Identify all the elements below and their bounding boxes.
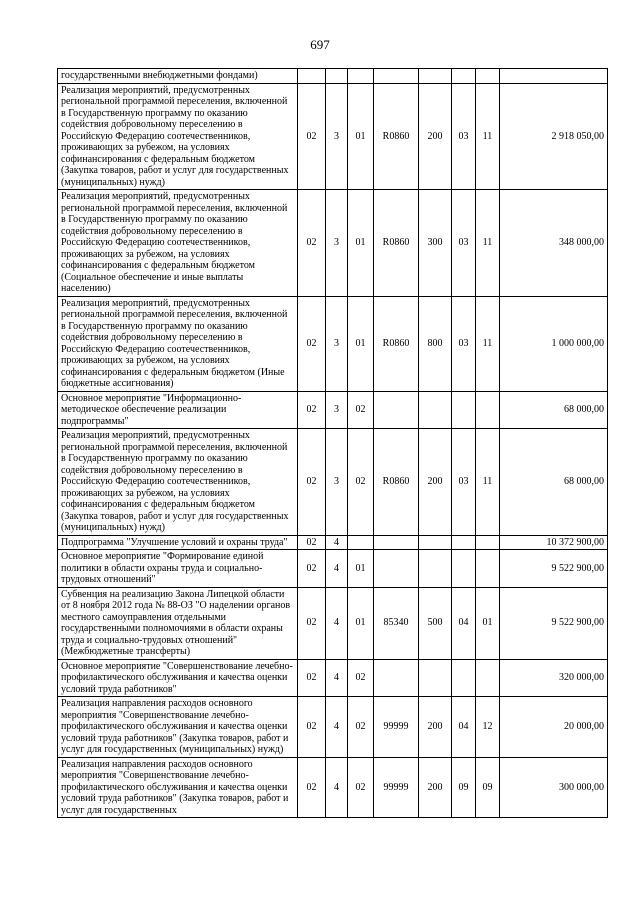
table-row	[58, 83, 608, 190]
subsection-code-cell: 01	[476, 587, 500, 659]
subsection-code-cell: 11	[476, 83, 500, 190]
expense-name-cell: Реализация направления расходов основного мероприятия "Совершенствование лечебно-профилактического обслуживания и качества оценки условий труда работников" (Закупка товаров, работ и услуг для государственных (муниципальных) нужд)	[58, 697, 298, 758]
amount-cell: 68 000,00	[500, 429, 608, 536]
section-code-cell: 04	[452, 697, 476, 758]
direction-code-cell: 85340	[374, 587, 419, 659]
subsection-code-cell	[476, 391, 500, 429]
expense-type-cell	[419, 69, 452, 84]
section-code-cell: 04	[452, 587, 476, 659]
section-code-cell	[452, 659, 476, 697]
section-code-cell: 03	[452, 296, 476, 391]
direction-code-cell: R0860	[374, 190, 419, 297]
section-code-cell: 09	[452, 757, 476, 818]
expense-name-cell: Субвенция на реализацию Закона Липецкой области от 8 ноября 2012 года № 88-ОЗ "О наделении органов местного самоуправления отдельными государственными полномочиями в области охраны труда и социально-трудовых отношений" (Межбюджетные трансферты)	[58, 587, 298, 659]
subprogram-code-cell: 4	[326, 757, 348, 818]
amount-cell: 10 372 900,00	[500, 535, 608, 550]
program-code-cell: 02	[298, 587, 326, 659]
amount-cell: 2 918 050,00	[500, 83, 608, 190]
section-code-cell: 03	[452, 190, 476, 297]
expense-type-cell: 200	[419, 429, 452, 536]
amount-cell	[500, 69, 608, 84]
expense-name-cell: Реализация направления расходов основного мероприятия "Совершенствование лечебно-профилактического обслуживания и качества оценки условий труда работников" (Закупка товаров, работ и услуг для государственных	[58, 757, 298, 818]
activity-code-cell: 02	[348, 697, 374, 758]
expense-name-cell: Основное мероприятие "Информационно-методическое обеспечение реализации подпрограммы"	[58, 391, 298, 429]
activity-code-cell: 02	[348, 757, 374, 818]
subprogram-code-cell: 3	[326, 296, 348, 391]
amount-cell: 348 000,00	[500, 190, 608, 297]
section-code-cell: 03	[452, 429, 476, 536]
subsection-code-cell: 11	[476, 296, 500, 391]
table-row	[58, 697, 608, 758]
direction-code-cell	[374, 550, 419, 588]
program-code-cell: 02	[298, 83, 326, 190]
subprogram-code-cell: 4	[326, 535, 348, 550]
direction-code-cell: 99999	[374, 697, 419, 758]
subprogram-code-cell: 4	[326, 587, 348, 659]
expense-type-cell	[419, 391, 452, 429]
amount-cell: 68 000,00	[500, 391, 608, 429]
table-row	[58, 391, 608, 429]
subprogram-code-cell: 4	[326, 659, 348, 697]
program-code-cell: 02	[298, 391, 326, 429]
section-code-cell: 03	[452, 83, 476, 190]
expense-type-cell: 200	[419, 83, 452, 190]
subsection-code-cell	[476, 535, 500, 550]
program-code-cell: 02	[298, 535, 326, 550]
expense-type-cell: 300	[419, 190, 452, 297]
direction-code-cell	[374, 535, 419, 550]
expense-type-cell	[419, 550, 452, 588]
subsection-code-cell: 11	[476, 190, 500, 297]
amount-cell: 1 000 000,00	[500, 296, 608, 391]
table-row	[58, 535, 608, 550]
expense-name-cell: Реализация мероприятий, предусмотренных региональной программой переселения, включенной в Государственную программу по оказанию содействия добровольному переселению в Российскую Федерацию соотечественников, проживающих за рубежом, на условиях софинансирования с федеральным бюджетом (Социальное обеспечение и иные выплаты населению)	[58, 190, 298, 297]
table-row	[58, 659, 608, 697]
section-code-cell	[452, 550, 476, 588]
activity-code-cell: 02	[348, 391, 374, 429]
activity-code-cell	[348, 535, 374, 550]
program-code-cell: 02	[298, 296, 326, 391]
expense-name-cell: Реализация мероприятий, предусмотренных региональной программой переселения, включенной в Государственную программу по оказанию содействия добровольному переселению в Российскую Федерацию соотечественников, проживающих за рубежом, на условиях софинансирования с федеральным бюджетом (Закупка товаров, работ и услуг для государственных (муниципальных) нужд)	[58, 429, 298, 536]
program-code-cell: 02	[298, 697, 326, 758]
expense-type-cell	[419, 535, 452, 550]
subprogram-code-cell: 4	[326, 697, 348, 758]
amount-cell: 9 522 900,00	[500, 550, 608, 588]
expense-name-cell: государственными внебюджетными фондами)	[58, 69, 298, 84]
table-body	[58, 69, 608, 818]
activity-code-cell: 01	[348, 587, 374, 659]
subsection-code-cell: 12	[476, 697, 500, 758]
subprogram-code-cell	[326, 69, 348, 84]
table-row	[58, 587, 608, 659]
direction-code-cell: 99999	[374, 757, 419, 818]
expense-type-cell: 200	[419, 697, 452, 758]
table-row	[58, 429, 608, 536]
program-code-cell	[298, 69, 326, 84]
page-number: 697	[310, 37, 330, 52]
expense-name-cell: Реализация мероприятий, предусмотренных региональной программой переселения, включенной в Государственную программу по оказанию содействия добровольному переселению в Российскую Федерацию соотечественников, проживающих за рубежом, на условиях софинансирования с федеральным бюджетом (Закупка товаров, работ и услуг для государственных (муниципальных) нужд)	[58, 83, 298, 190]
program-code-cell: 02	[298, 429, 326, 536]
section-code-cell	[452, 69, 476, 84]
table-row	[58, 69, 608, 84]
direction-code-cell: R0860	[374, 83, 419, 190]
table-row	[58, 296, 608, 391]
section-code-cell	[452, 535, 476, 550]
amount-cell: 300 000,00	[500, 757, 608, 818]
expense-name-cell: Основное мероприятие "Формирование единой политики в области охраны труда и социально-трудовых отношений"	[58, 550, 298, 588]
subprogram-code-cell: 3	[326, 83, 348, 190]
activity-code-cell: 01	[348, 83, 374, 190]
subsection-code-cell: 11	[476, 429, 500, 536]
direction-code-cell: R0860	[374, 429, 419, 536]
budget-table	[57, 68, 608, 818]
expense-name-cell: Подпрограмма "Улучшение условий и охраны труда"	[58, 535, 298, 550]
direction-code-cell	[374, 659, 419, 697]
expense-name-cell: Реализация мероприятий, предусмотренных региональной программой переселения, включенной в Государственную программу по оказанию содействия добровольному переселению в Российскую Федерацию соотечественников, проживающих за рубежом, на условиях софинансирования с федеральным бюджетом (Иные бюджетные ассигнования)	[58, 296, 298, 391]
expense-type-cell: 200	[419, 757, 452, 818]
amount-cell: 20 000,00	[500, 697, 608, 758]
activity-code-cell: 02	[348, 659, 374, 697]
activity-code-cell: 02	[348, 429, 374, 536]
subsection-code-cell	[476, 550, 500, 588]
expense-type-cell	[419, 659, 452, 697]
table-row	[58, 757, 608, 818]
section-code-cell	[452, 391, 476, 429]
subprogram-code-cell: 3	[326, 190, 348, 297]
amount-cell: 9 522 900,00	[500, 587, 608, 659]
direction-code-cell	[374, 69, 419, 84]
activity-code-cell	[348, 69, 374, 84]
direction-code-cell: R0860	[374, 296, 419, 391]
program-code-cell: 02	[298, 550, 326, 588]
program-code-cell: 02	[298, 190, 326, 297]
direction-code-cell	[374, 391, 419, 429]
expense-type-cell: 500	[419, 587, 452, 659]
subsection-code-cell: 09	[476, 757, 500, 818]
subsection-code-cell	[476, 659, 500, 697]
activity-code-cell: 01	[348, 296, 374, 391]
table-row	[58, 550, 608, 588]
subprogram-code-cell: 3	[326, 429, 348, 536]
expense-name-cell: Основное мероприятие "Совершенствование лечебно-профилактического обслуживания и качества оценки условий труда работников"	[58, 659, 298, 697]
activity-code-cell: 01	[348, 190, 374, 297]
table-row	[58, 190, 608, 297]
activity-code-cell: 01	[348, 550, 374, 588]
subprogram-code-cell: 4	[326, 550, 348, 588]
amount-cell: 320 000,00	[500, 659, 608, 697]
program-code-cell: 02	[298, 659, 326, 697]
program-code-cell: 02	[298, 757, 326, 818]
subsection-code-cell	[476, 69, 500, 84]
subprogram-code-cell: 3	[326, 391, 348, 429]
expense-type-cell: 800	[419, 296, 452, 391]
